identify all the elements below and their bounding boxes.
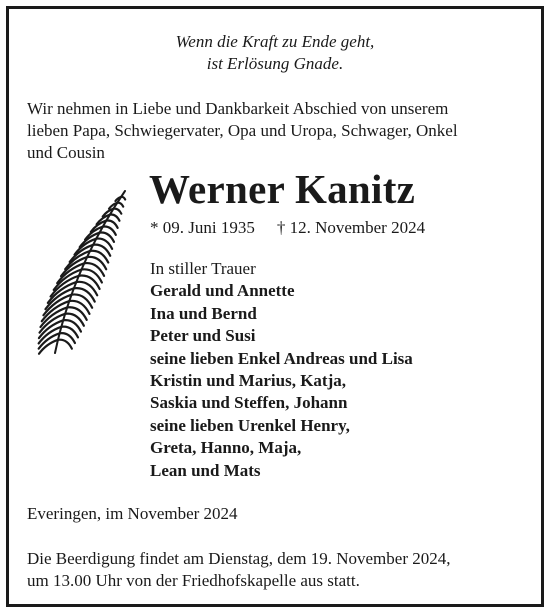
mourner-line: Ina und Bernd <box>150 303 257 323</box>
intro-line-1: Wir nehmen in Liebe und Dankbarkeit Abschied von unserem <box>27 99 449 118</box>
deceased-name: Werner Kanitz <box>149 166 416 212</box>
mourner-line: Kristin und Marius, Katja, <box>150 371 346 391</box>
funeral-notice <box>27 548 523 592</box>
motto-line-1: Wenn die Kraft zu Ende geht, <box>175 32 375 51</box>
palm-frond-icon <box>35 187 130 357</box>
mourner-line: Lean und Mats <box>150 460 261 480</box>
mourners-heading: In stiller Trauer <box>150 259 256 278</box>
intro-text <box>27 98 523 164</box>
mourner-line: Peter und Susi <box>150 326 256 346</box>
funeral-line-1: Die Beerdigung findet am Dienstag, dem 19. November 2024, <box>27 549 451 568</box>
obituary-frame <box>6 6 544 607</box>
mourner-line: seine lieben Enkel Andreas und Lisa <box>150 348 413 368</box>
mourner-line: Gerald und Annette <box>150 281 295 301</box>
mourners-block <box>150 258 413 482</box>
intro-line-2: lieben Papa, Schwiegervater, Opa und Uropa, Schwager, Onkel <box>27 121 458 140</box>
mourner-line: Saskia und Steffen, Johann <box>150 393 348 413</box>
intro-line-3: und Cousin <box>27 143 105 162</box>
funeral-line-2: um 13.00 Uhr von der Friedhofskapelle aus statt. <box>27 571 360 590</box>
mourner-line: Greta, Hanno, Maja, <box>150 438 302 458</box>
mourner-line: seine lieben Urenkel Henry, <box>150 415 350 435</box>
birth-date: * 09. Juni 1935 <box>150 218 255 237</box>
life-dates <box>150 217 425 239</box>
death-date: † 12. November 2024 <box>276 218 426 237</box>
place-date: Everingen, im November 2024 <box>27 504 238 523</box>
motto-line-2: ist Erlösung Gnade. <box>206 54 344 73</box>
